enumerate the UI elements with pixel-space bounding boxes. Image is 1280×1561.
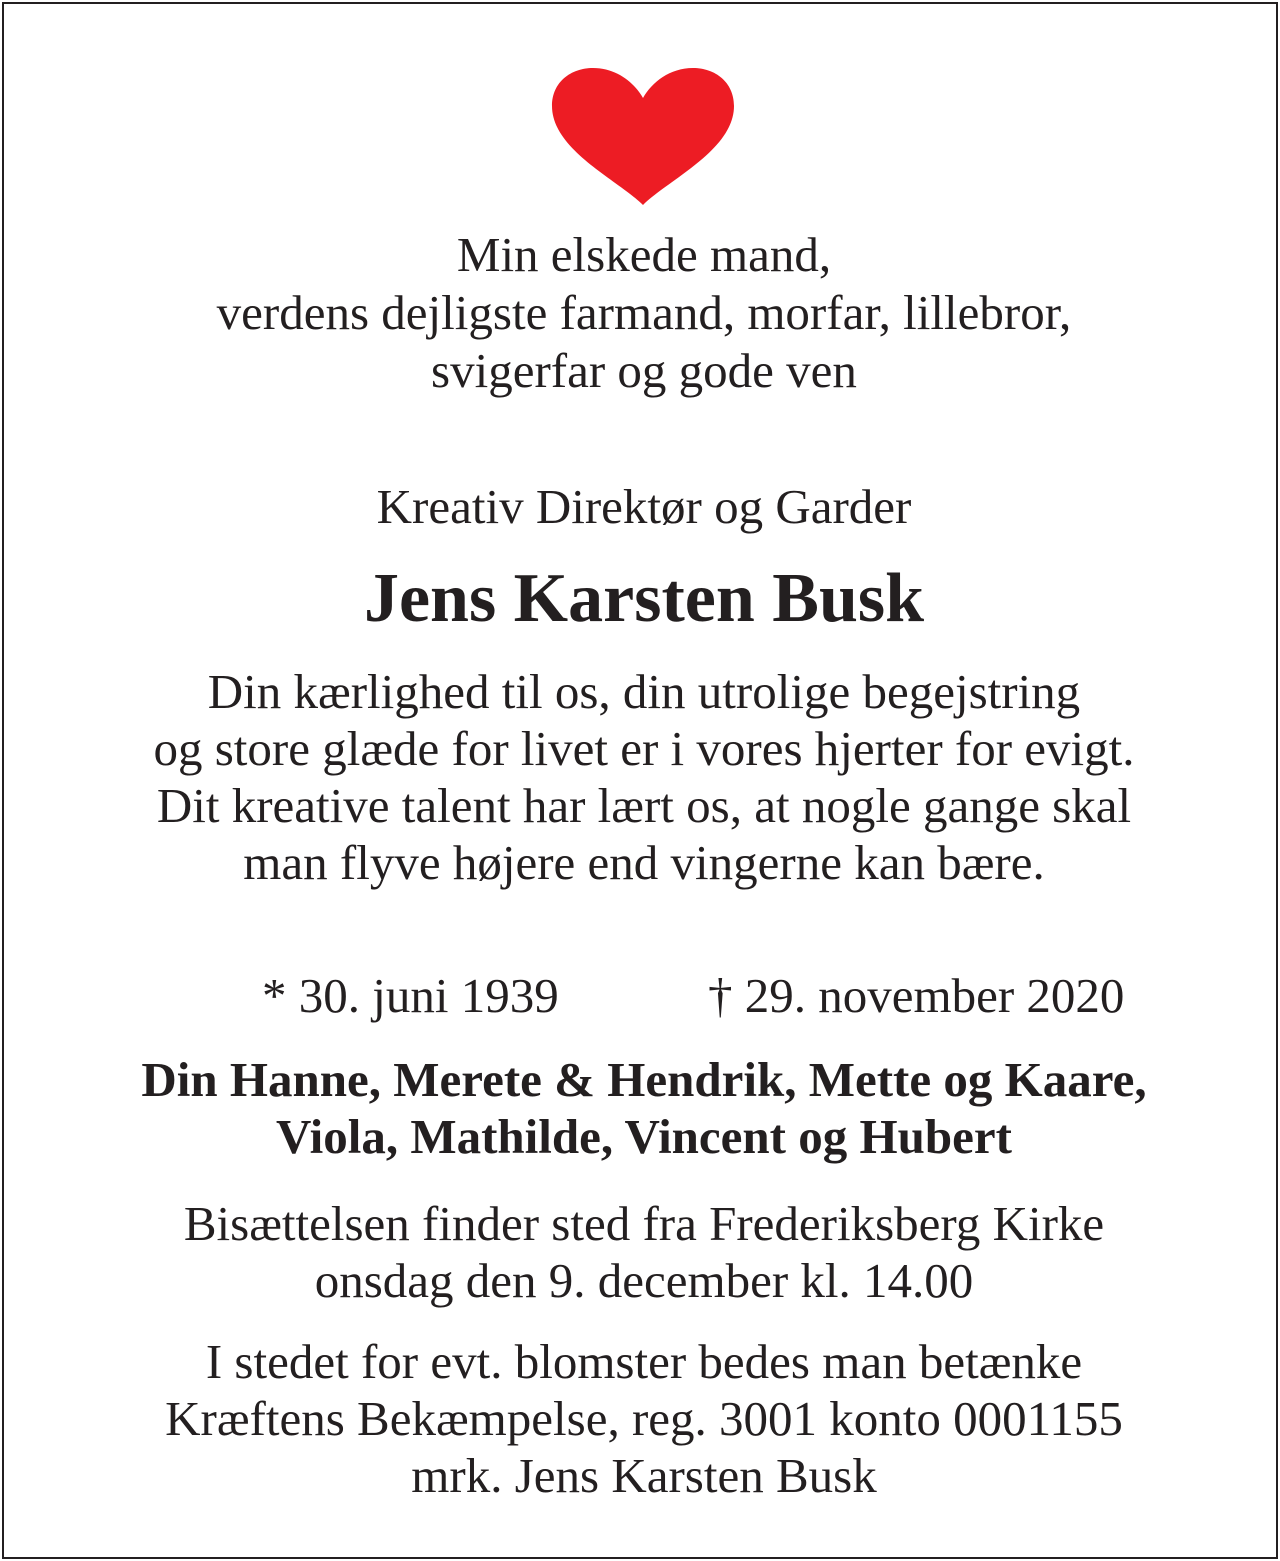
deceased-role: Kreativ Direktør og Garder	[376, 479, 912, 534]
tribute-line: og store glæde for livet er i vores hjerter for evigt.	[153, 721, 1135, 776]
intro-line: verdens dejligste farmand, morfar, lillebror,	[216, 285, 1072, 340]
intro-line: Min elskede mand,	[456, 227, 832, 282]
tribute-line: man flyve højere end vingerne kan bære.	[243, 835, 1045, 890]
funeral-line: Bisættelsen finder sted fra Frederiksberg Kirke	[183, 1196, 1105, 1251]
donation-line: mrk. Jens Karsten Busk	[411, 1448, 877, 1503]
heart-icon	[548, 68, 738, 208]
tribute-line: Din kærlighed til os, din utrolige begejstring	[207, 664, 1081, 719]
tribute-line: Dit kreative talent har lært os, at nogle gange skal	[156, 778, 1132, 833]
deceased-name: Jens Karsten Busk	[363, 560, 925, 637]
intro-text	[4, 226, 1280, 400]
funeral-info	[4, 1195, 1280, 1309]
family-line: Viola, Mathilde, Vincent og Hubert	[276, 1109, 1012, 1164]
tribute-text	[4, 663, 1280, 891]
intro-line: svigerfar og gode ven	[431, 343, 857, 398]
family-signature	[4, 1051, 1280, 1165]
family-line: Din Hanne, Merete & Hendrik, Mette og Kaare,	[141, 1052, 1147, 1107]
donation-info	[4, 1333, 1280, 1504]
donation-line: I stedet for evt. blomster bedes man betænke	[205, 1334, 1083, 1389]
funeral-line: onsdag den 9. december kl. 14.00	[314, 1253, 974, 1308]
death-date: † 29. november 2020	[708, 968, 1125, 1023]
donation-line: Kræftens Bekæmpelse, reg. 3001 konto 0001155	[165, 1391, 1123, 1446]
heart-shape	[552, 68, 734, 205]
birth-date: * 30. juni 1939	[262, 968, 559, 1023]
obituary-notice	[2, 2, 1278, 1559]
